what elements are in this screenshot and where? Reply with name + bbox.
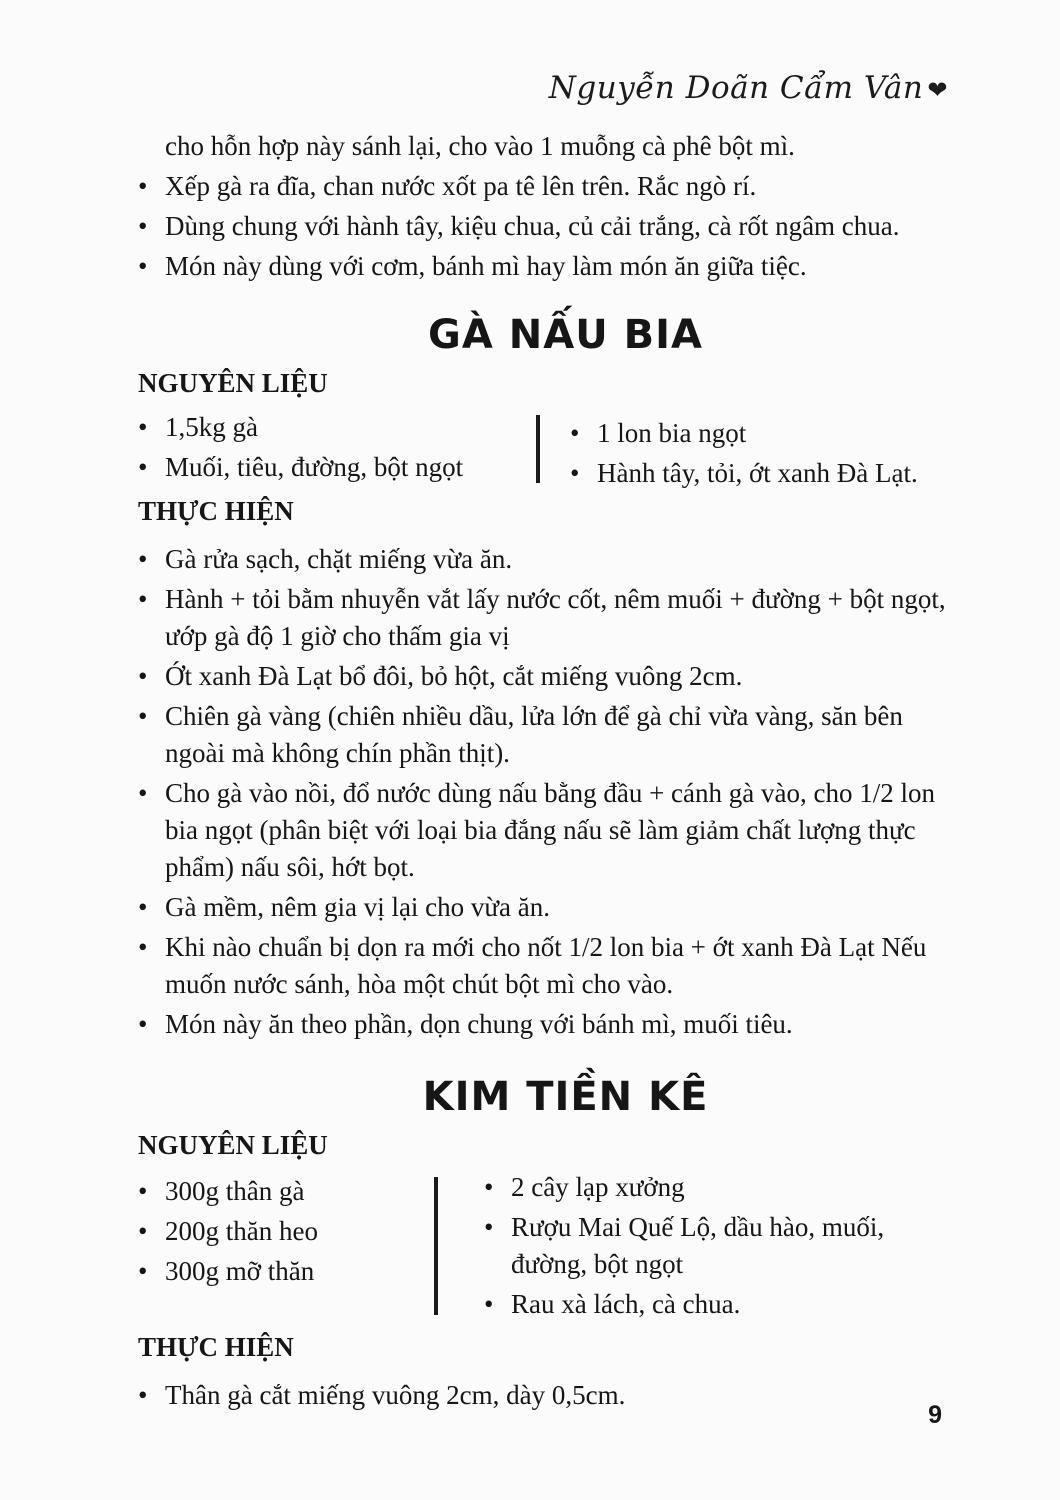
bullet-icon: • — [138, 584, 148, 614]
list-item: • 300g thân gà — [138, 1173, 438, 1210]
list-item: • Hành + tỏi bằm nhuyễn vắt lấy nước cốt, nêm muối + đường + bột ngọt, ướp gà độ 1 giờ cho thấm gia vị — [138, 581, 953, 655]
page-number: 9 — [928, 1401, 942, 1429]
bullet-icon: • — [138, 1009, 148, 1039]
bullet-icon: • — [570, 458, 580, 488]
list-item: • Thân gà cắt miếng vuông 2cm, dày 0,5cm. — [138, 1377, 953, 1414]
list-item: • 300g mỡ thăn — [138, 1253, 438, 1290]
list-item: • Món này dùng với cơm, bánh mì hay làm món ăn giữa tiệc. — [138, 248, 953, 285]
ingredients-left — [138, 1169, 438, 1325]
list-item: • 1 lon bia ngọt — [570, 415, 970, 452]
list-item: • Dùng chung với hành tây, kiệu chua, củ cải trắng, cà rốt ngâm chua. — [138, 208, 953, 245]
ingredients-left — [138, 409, 538, 489]
list-item: • 2 cây lạp xưởng — [484, 1169, 954, 1206]
intro-bullets — [138, 168, 953, 285]
list-item: • Gà mềm, nêm gia vị lại cho vừa ăn. — [138, 889, 953, 926]
bullet-icon: • — [138, 452, 148, 482]
list-item: • Xếp gà ra đĩa, chan nước xốt pa tê lên trên. Rắc ngò rí. — [138, 168, 953, 205]
steps-heading: THỰC HIỆN — [138, 496, 294, 526]
bullet-icon: • — [138, 932, 148, 962]
bullet-icon: • — [138, 1176, 148, 1206]
recipe-title: KIM TIỀN KÊ — [422, 1074, 709, 1120]
steps-list — [138, 541, 953, 1043]
list-item: • Hành tây, tỏi, ớt xanh Đà Lạt. — [570, 455, 970, 492]
bullet-icon: • — [138, 892, 148, 922]
ingredients-columns — [138, 1169, 953, 1325]
bullet-icon: • — [138, 211, 148, 241]
column-divider — [434, 1177, 438, 1315]
list-item: • 200g thăn heo — [138, 1213, 438, 1250]
list-item: • Chiên gà vàng (chiên nhiều dầu, lửa lớn để gà chỉ vừa vàng, săn bên ngoài mà không chín phần thịt). — [138, 698, 953, 772]
ingredients-right — [484, 1169, 954, 1325]
steps-heading: THỰC HIỆN — [138, 1332, 294, 1362]
ingredients-columns — [138, 409, 953, 489]
intro-continuation: cho hỗn hợp này sánh lại, cho vào 1 muỗng cà phê bột mì. — [165, 131, 795, 161]
list-item: • Rau xà lách, cà chua. — [484, 1286, 954, 1323]
list-item: • Món này ăn theo phần, dọn chung với bánh mì, muối tiêu. — [138, 1006, 953, 1043]
bullet-icon: • — [138, 544, 148, 574]
bullet-icon: • — [484, 1289, 494, 1319]
steps-list — [138, 1377, 953, 1414]
bullet-icon: • — [138, 171, 148, 201]
ingredients-heading: NGUYÊN LIỆU — [138, 368, 328, 398]
running-header — [549, 70, 948, 106]
ingredients-heading: NGUYÊN LIỆU — [138, 1130, 328, 1160]
bullet-icon: • — [484, 1172, 494, 1202]
column-divider — [536, 415, 540, 483]
author-name: Nguyễn Doãn Cẩm Vân — [548, 70, 924, 106]
ingredients-right — [570, 409, 970, 489]
list-item: • Khi nào chuẩn bị dọn ra mới cho nốt 1/2 lon bia + ớt xanh Đà Lạt Nếu muốn nước sánh, hòa một chút bột mì cho vào. — [138, 929, 953, 1003]
list-item: • Cho gà vào nồi, đổ nước dùng nấu bằng đầu + cánh gà vào, cho 1/2 lon bia ngọt (phân biệt với loại bia đắng nấu sẽ làm giảm chất lượng thực phẩm) nấu sôi, hớt bọt. — [138, 775, 953, 886]
bullet-icon: • — [138, 1380, 148, 1410]
bullet-icon: • — [138, 778, 148, 808]
list-item: • Muối, tiêu, đường, bột ngọt — [138, 449, 538, 486]
page-content — [138, 128, 953, 1417]
list-item: • 1,5kg gà — [138, 409, 538, 446]
list-item: • Rượu Mai Quế Lộ, dầu hào, muối, đường, bột ngọt — [484, 1209, 954, 1283]
heart-icon: ❤ — [927, 76, 948, 104]
bullet-icon: • — [484, 1212, 494, 1242]
bullet-icon: • — [138, 1256, 148, 1286]
bullet-icon: • — [138, 701, 148, 731]
list-item: • Ớt xanh Đà Lạt bổ đôi, bỏ hột, cắt miếng vuông 2cm. — [138, 658, 953, 695]
bullet-icon: • — [570, 418, 580, 448]
bullet-icon: • — [138, 1216, 148, 1246]
bullet-icon: • — [138, 412, 148, 442]
list-item: • Gà rửa sạch, chặt miếng vừa ăn. — [138, 541, 953, 578]
bullet-icon: • — [138, 661, 148, 691]
recipe-title: GÀ NẤU BIA — [428, 312, 703, 358]
bullet-icon: • — [138, 251, 148, 281]
